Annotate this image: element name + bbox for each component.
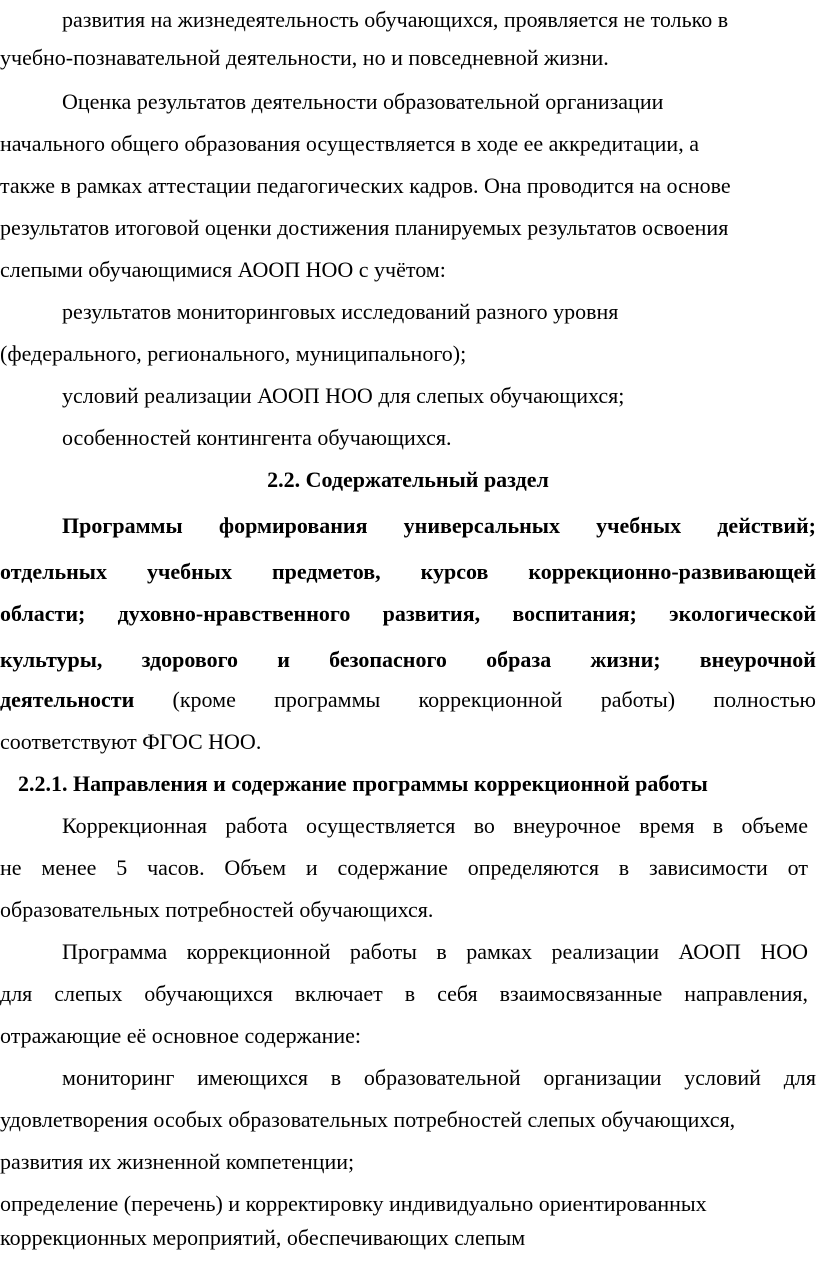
paragraph-line: не менее 5 часов. Объем и содержание определяются в зависимости от (0, 855, 808, 880)
paragraph-line: отражающие её основное содержание: (0, 1023, 362, 1048)
paragraph-line: условий реализации АООП НОО для слепых обучающихся; (62, 383, 625, 408)
paragraph-line: для слепых обучающихся включает в себя взаимосвязанные направления, (0, 981, 808, 1006)
paragraph-line: результатов итоговой оценки достижения планируемых результатов освоения (0, 215, 729, 240)
paragraph-line: развития на жизнедеятельность обучающихся, проявляется не только в (62, 7, 729, 32)
section-heading: 2.2. Содержательный раздел (267, 467, 549, 492)
paragraph-line (0, 686, 816, 714)
subsection-heading: 2.2.1. Направления и содержание программы коррекционной работы (18, 771, 708, 796)
paragraph-line: образовательных потребностей обучающихся. (0, 897, 434, 922)
paragraph-line: области; духовно-нравственного развития, воспитания; экологической (0, 601, 816, 626)
paragraph-line: Коррекционная работа осуществляется во внеурочное время в объеме (62, 813, 808, 838)
paragraph-line: Программы формирования универсальных учебных действий; (62, 513, 816, 538)
paragraph-line: Оценка результатов деятельности образовательной организации (62, 89, 664, 114)
paragraph-line: удовлетворения особых образовательных потребностей слепых обучающихся, (0, 1107, 736, 1132)
paragraph-line: мониторинг имеющихся в образовательной организации условий для (62, 1065, 816, 1090)
paragraph-text: (кроме программы коррекционной работы) полностью (134, 687, 816, 712)
paragraph-line: отдельных учебных предметов, курсов коррекционно-развивающей (0, 559, 816, 584)
paragraph-line: коррекционных мероприятий, обеспечивающих слепым (0, 1225, 526, 1250)
paragraph-line: культуры, здорового и безопасного образа жизни; внеурочной (0, 647, 816, 672)
paragraph-line: учебно-познавательной деятельности, но и повседневной жизни. (0, 45, 609, 70)
paragraph-line: Программа коррекционной работы в рамках реализации АООП НОО (62, 939, 808, 964)
paragraph-line: результатов мониторинговых исследований разного уровня (62, 299, 619, 324)
paragraph-line: определение (перечень) и корректировку индивидуально ориентированных (0, 1191, 707, 1216)
paragraph-line: развития их жизненной компетенции; (0, 1149, 355, 1174)
bold-term: деятельности (0, 687, 135, 712)
paragraph-line: соответствуют ФГОС НОО. (0, 729, 262, 754)
paragraph-line: слепыми обучающимися АООП НОО с учётом: (0, 257, 446, 282)
paragraph-line: (федерального, регионального, муниципального); (0, 341, 467, 366)
paragraph-line: особенностей контингента обучающихся. (62, 425, 452, 450)
paragraph-line: также в рамках аттестации педагогических кадров. Она проводится на основе (0, 173, 731, 198)
paragraph-line: начального общего образования осуществляется в ходе ее аккредитации, а (0, 131, 699, 156)
